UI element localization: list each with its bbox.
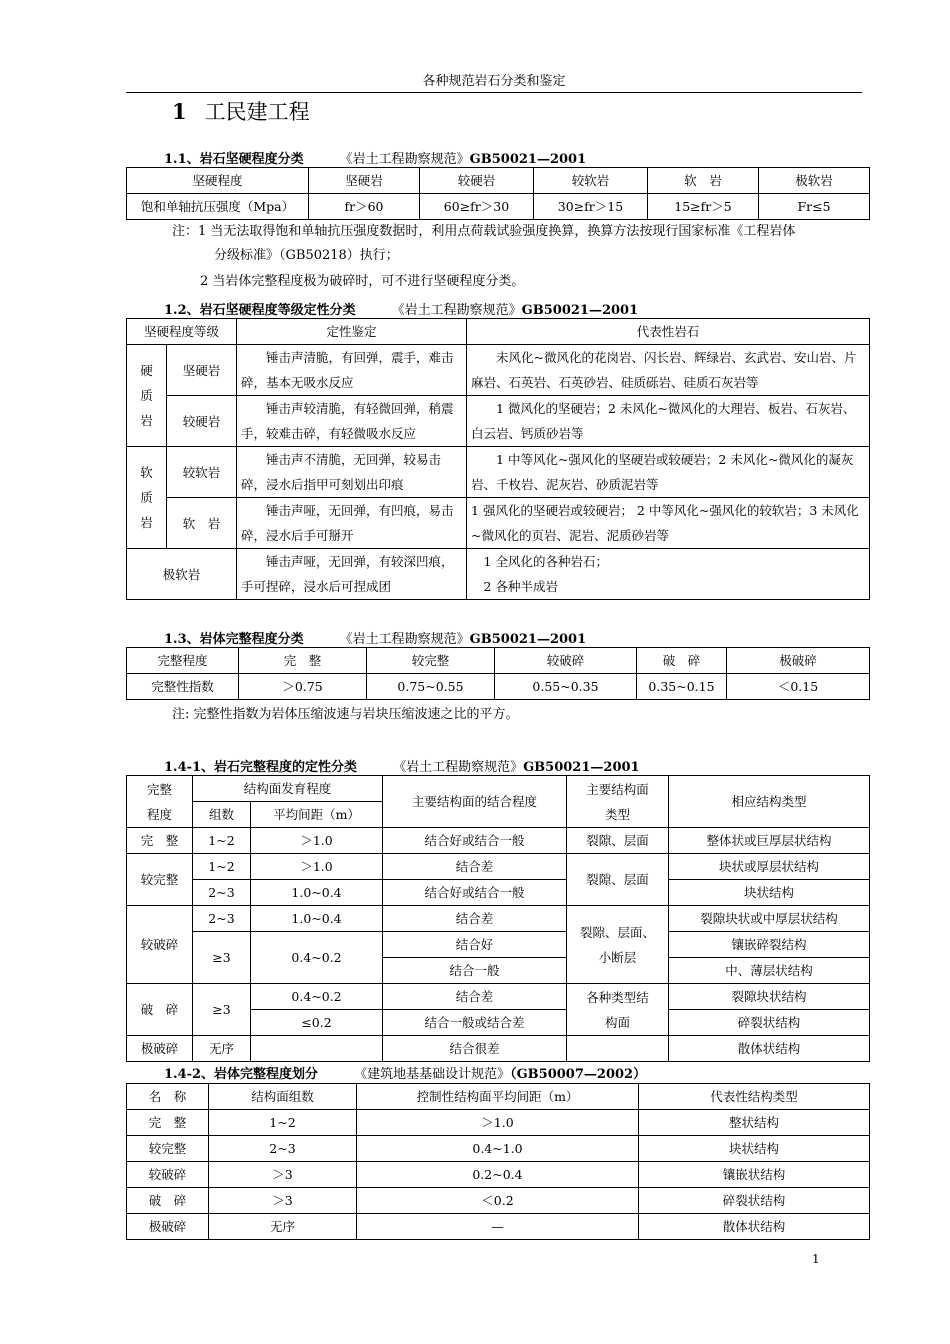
table-cell: 破 碎 — [127, 1188, 209, 1214]
table-1-1 — [126, 167, 870, 220]
table-cell — [567, 1036, 669, 1062]
table-cell: 饱和单轴抗压强度（Mpa） — [127, 194, 309, 220]
header-cell: 定性鉴定 — [237, 319, 467, 345]
header-cell: 较软岩 — [534, 168, 648, 194]
table-1-4-1 — [126, 775, 870, 1062]
cell-line: 小断层 — [598, 949, 637, 965]
table-cell: 碎裂状结构 — [639, 1188, 870, 1214]
table-cell: 镶嵌状结构 — [639, 1162, 870, 1188]
grade-cell: 软 岩 — [167, 498, 237, 549]
table-cell: 1~2 — [209, 1110, 357, 1136]
grade-cell: 极软岩 — [127, 549, 237, 600]
table-cell: 完整性指数 — [127, 674, 239, 700]
chapter-number: 1 — [172, 99, 187, 124]
table-cell — [567, 906, 669, 984]
standard-name: 《岩土工程勘察规范》 — [339, 632, 470, 647]
representative-cell: 1 微风化的坚硬岩；2 未风化~微风化的大理岩、板岩、石灰岩、白云岩、钙质砂岩等 — [467, 396, 870, 447]
page-number: 1 — [812, 1252, 820, 1266]
table-cell: 1.0~0.4 — [251, 906, 383, 932]
table-cell: 裂隙、层面 — [567, 854, 669, 906]
table-cell: 整状结构 — [639, 1110, 870, 1136]
table-cell: ＞1.0 — [251, 854, 383, 880]
table-cell: 块状结构 — [639, 1136, 870, 1162]
table-cell: 块状结构 — [669, 880, 870, 906]
section-title: 1.3、岩体完整程度分类 — [164, 632, 304, 647]
header-cell — [127, 776, 193, 828]
table-cell: 1~2 — [193, 828, 251, 854]
header-cell — [567, 776, 669, 828]
standard-code: GB50021—2001 — [469, 152, 587, 167]
header-cell: 名 称 — [127, 1084, 209, 1110]
grade-cell: 破 碎 — [127, 984, 193, 1036]
table-cell: 0.4~0.2 — [251, 984, 383, 1010]
grade-cell: 较完整 — [127, 854, 193, 906]
table-cell: 裂隙、层面 — [567, 828, 669, 854]
header-cell: 坚硬程度 — [127, 168, 309, 194]
table-cell: 15≥fr＞5 — [648, 194, 759, 220]
standard-name: 《岩土工程勘察规范》 — [393, 760, 524, 775]
header-cell: 极破碎 — [727, 648, 870, 674]
table-cell: ≥3 — [193, 932, 251, 984]
cell-line: 构面 — [605, 1014, 631, 1030]
qualitative-cell: 锤击声较清脆，有轻微回弹，稍震手，较难击碎，有轻微吸水反应 — [237, 396, 467, 447]
section-title: 1.4-2、岩体完整程度划分 — [164, 1067, 319, 1082]
table-cell: 2~3 — [209, 1136, 357, 1162]
table-cell: ≥3 — [193, 984, 251, 1036]
qualitative-cell: 锤击声不清脆，无回弹，较易击碎，浸水后指甲可刻划出印痕 — [237, 447, 467, 498]
table-cell: 镶嵌碎裂结构 — [669, 932, 870, 958]
table-cell: ＜0.2 — [357, 1188, 639, 1214]
header-cell: 组数 — [193, 802, 251, 828]
table-cell: 结合差 — [383, 854, 567, 880]
header-cell: 控制性结构面平均间距（m） — [357, 1084, 639, 1110]
grade-cell: 坚硬岩 — [167, 345, 237, 396]
table-cell: 结合一般或结合差 — [383, 1010, 567, 1036]
standard-code: （GB50007—2002） — [510, 1067, 647, 1082]
table-cell: 极破碎 — [127, 1214, 209, 1240]
table-cell: 散体状结构 — [669, 1036, 870, 1062]
section-1-1-title — [164, 148, 586, 167]
header-cell: 较完整 — [367, 648, 495, 674]
section-title: 1.2、岩石坚硬程度等级定性分类 — [164, 303, 356, 318]
table-cell: 结合一般 — [383, 958, 567, 984]
standard-name: 《岩土工程勘察规范》 — [391, 303, 522, 318]
table-cell: 裂隙块状或中厚层状结构 — [669, 906, 870, 932]
header-cell: 主要结构面的结合程度 — [383, 776, 567, 828]
table-cell: 无序 — [209, 1214, 357, 1240]
header-cell: 极软岩 — [759, 168, 870, 194]
table-1-4-2 — [126, 1083, 870, 1240]
table-cell — [567, 984, 669, 1036]
table-cell: 结合好 — [383, 932, 567, 958]
header-cell: 完 整 — [239, 648, 367, 674]
table-cell: ＞1.0 — [357, 1110, 639, 1136]
table-cell: 结合差 — [383, 984, 567, 1010]
table-cell: 中、薄层状结构 — [669, 958, 870, 984]
header-cell: 结构面组数 — [209, 1084, 357, 1110]
cell-line: 各种类型结 — [586, 989, 649, 1005]
table-cell — [251, 1036, 383, 1062]
table-cell: 块状或厚层状结构 — [669, 854, 870, 880]
header-cell: 代表性结构类型 — [639, 1084, 870, 1110]
header-line: 类型 — [605, 806, 631, 822]
table-cell: ＞0.75 — [239, 674, 367, 700]
table-cell: 碎裂状结构 — [669, 1010, 870, 1036]
header-cell: 坚硬程度等级 — [127, 319, 237, 345]
note-1-cont: 分级标准》（GB50218）执行； — [214, 248, 399, 263]
cell-line: 裂隙、层面、 — [580, 924, 656, 940]
table-cell: 完 整 — [127, 1110, 209, 1136]
group-hard-rock: 硬质岩 — [127, 345, 167, 447]
table-cell: ＜0.15 — [727, 674, 870, 700]
header-cell: 较硬岩 — [420, 168, 534, 194]
table-cell: 0.55~0.35 — [495, 674, 637, 700]
representative-cell: 1 强风化的坚硬岩或较硬岩； 2 中等风化~强风化的较软岩；3 未风化~微风化的页岩、泥岩、泥质砂岩等 — [467, 498, 870, 549]
table-cell: ≤0.2 — [251, 1010, 383, 1036]
group-soft-rock: 软质岩 — [127, 447, 167, 549]
note-2: 2 当岩体完整程度极为破碎时，可不进行坚硬程度分类。 — [200, 274, 525, 289]
header-cell: 坚硬岩 — [309, 168, 420, 194]
header-line: 程度 — [146, 806, 172, 822]
representative-line: 2 各种半成岩 — [483, 579, 558, 594]
table-cell: 结合很差 — [383, 1036, 567, 1062]
header-cell: 较破碎 — [495, 648, 637, 674]
table-cell: 0.75~0.55 — [367, 674, 495, 700]
table-cell: Fr≤5 — [759, 194, 870, 220]
representative-cell: 未风化~微风化的花岗岩、闪长岩、辉绿岩、玄武岩、安山岩、片麻岩、石英岩、石英砂岩、硅质砾岩、硅质石灰岩等 — [467, 345, 870, 396]
table-cell: fr＞60 — [309, 194, 420, 220]
table-cell: 60≥fr＞30 — [420, 194, 534, 220]
grade-cell: 极破碎 — [127, 1036, 193, 1062]
standard-code: GB50021—2001 — [523, 760, 640, 775]
table-cell: 结合好或结合一般 — [383, 828, 567, 854]
table-cell: 结合好或结合一般 — [383, 880, 567, 906]
qualitative-cell: 锤击声哑，无回弹，有较深凹痕，手可捏碎，浸水后可捏成团 — [237, 549, 467, 600]
section-1-4-1-title — [164, 756, 640, 775]
table-cell: 1.0~0.4 — [251, 880, 383, 906]
table-cell: 整体状或巨厚层状结构 — [669, 828, 870, 854]
section-title: 1.4-1、岩石完整程度的定性分类 — [164, 760, 358, 775]
table-cell: 0.2~0.4 — [357, 1162, 639, 1188]
table-cell: 结合差 — [383, 906, 567, 932]
representative-cell — [467, 549, 870, 600]
qualitative-cell: 锤击声清脆，有回弹，震手，难击碎，基本无吸水反应 — [237, 345, 467, 396]
table-cell: 0.35~0.15 — [637, 674, 727, 700]
table-cell: 30≥fr＞15 — [534, 194, 648, 220]
table-cell: 较完整 — [127, 1136, 209, 1162]
table-cell: 较破碎 — [127, 1162, 209, 1188]
standard-code: GB50021—2001 — [521, 303, 639, 318]
table-cell: 无序 — [193, 1036, 251, 1062]
header-cell: 代表性岩石 — [467, 319, 870, 345]
grade-cell: 较软岩 — [167, 447, 237, 498]
grade-cell: 较破碎 — [127, 906, 193, 984]
table-cell: 裂隙块状结构 — [669, 984, 870, 1010]
table-cell: 散体状结构 — [639, 1214, 870, 1240]
table-cell: ＞3 — [209, 1162, 357, 1188]
representative-cell: 1 中等风化~强风化的坚硬岩或较硬岩；2 未风化~微风化的凝灰岩、千枚岩、泥灰岩、砂质泥岩等 — [467, 447, 870, 498]
table-cell: 0.4~1.0 — [357, 1136, 639, 1162]
grade-cell: 完 整 — [127, 828, 193, 854]
grade-cell: 较硬岩 — [167, 396, 237, 447]
table-1-3 — [126, 647, 870, 700]
section-1-4-2-title — [164, 1063, 646, 1082]
header-cell: 完整程度 — [127, 648, 239, 674]
table-cell: 0.4~0.2 — [251, 932, 383, 984]
table-cell: ＞1.0 — [251, 828, 383, 854]
table-1-2 — [126, 318, 870, 600]
section-1-3-title — [164, 628, 586, 647]
table-cell: 2~3 — [193, 906, 251, 932]
section-title: 1.1、岩石坚硬程度分类 — [164, 152, 304, 167]
standard-name: 《岩土工程勘察规范》 — [339, 152, 470, 167]
header-line: 完整 — [146, 781, 172, 797]
table-cell: 1~2 — [193, 854, 251, 880]
header-cell: 软 岩 — [648, 168, 759, 194]
header-line: 主要结构面 — [586, 781, 649, 797]
header-cell: 破 碎 — [637, 648, 727, 674]
header-cell: 相应结构类型 — [669, 776, 870, 828]
header-cell: 平均间距（m） — [251, 802, 383, 828]
standard-code: GB50021—2001 — [469, 632, 587, 647]
running-header: 各种规范岩石分类和鉴定 — [126, 70, 862, 93]
chapter-title — [172, 96, 310, 126]
chapter-title-text: 工民建工程 — [204, 100, 310, 124]
note-1-3: 注: 完整性指数为岩体压缩波速与岩块压缩波速之比的平方。 — [172, 707, 519, 722]
table-cell: ＞3 — [209, 1188, 357, 1214]
representative-line: 1 全风化的各种岩石； — [483, 554, 608, 569]
section-1-2-title — [164, 299, 638, 318]
header-cell: 结构面发育程度 — [193, 776, 383, 802]
qualitative-cell: 锤击声哑，无回弹，有凹痕，易击碎，浸水后手可掰开 — [237, 498, 467, 549]
table-cell: — — [357, 1214, 639, 1240]
standard-name: 《建筑地基基础设计规范》 — [354, 1067, 511, 1082]
table-cell: 2~3 — [193, 880, 251, 906]
note-1: 注：1 当无法取得饱和单轴抗压强度数据时，利用点荷载试验强度换算，换算方法按现行国家标准《工程岩体 — [172, 224, 796, 239]
